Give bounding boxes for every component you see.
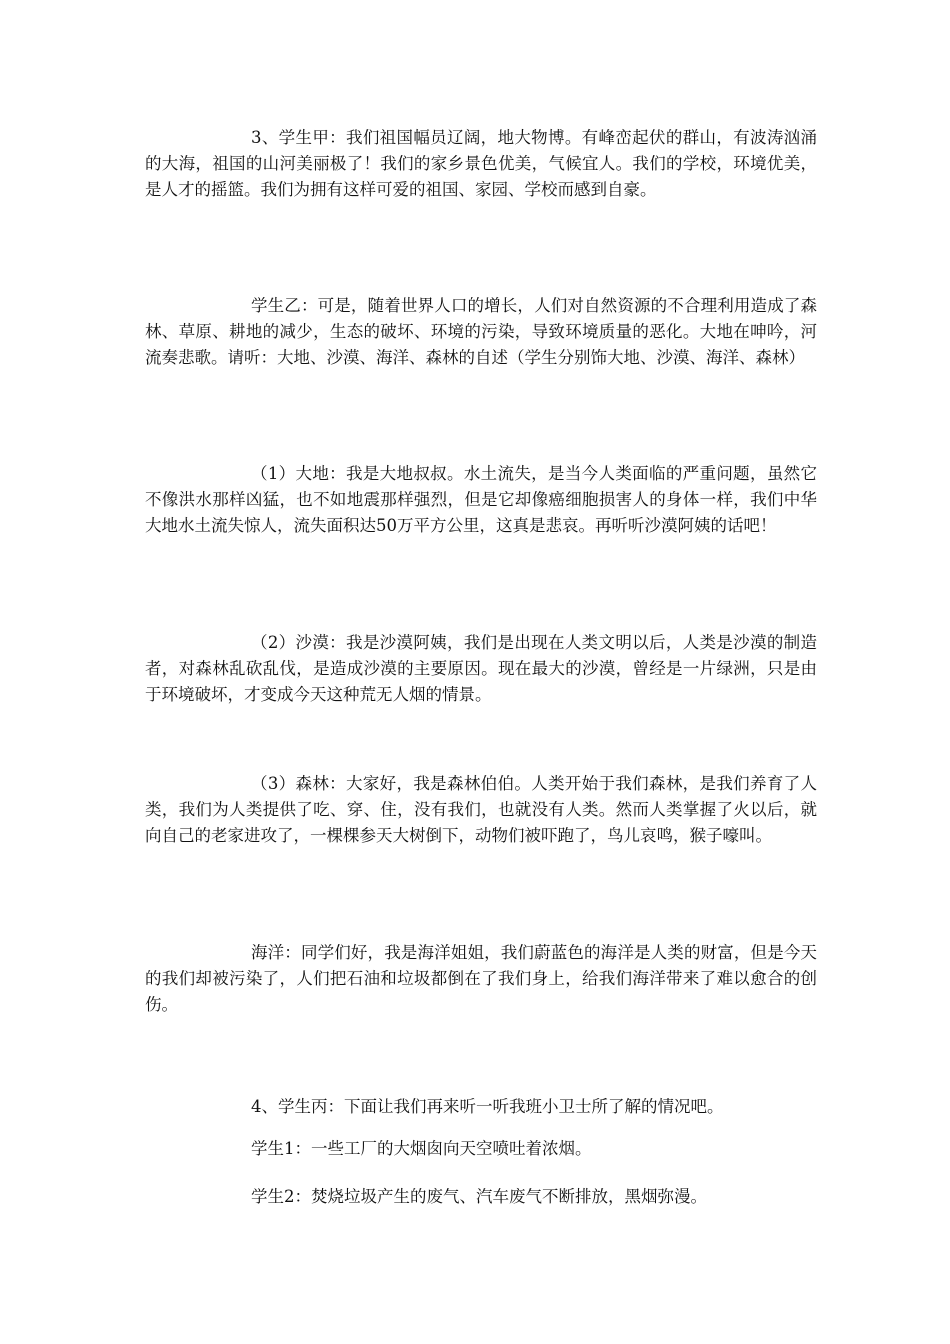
paragraph-forest: （3）森林：大家好，我是森林伯伯。人类开始于我们森林，是我们养育了人类，我们为人类提供了吃、穿、住，没有我们，也就没有人类。然而人类掌握了火以后，就向自己的老家进攻了，一棵棵参天大树倒下，动物们被吓跑了，鸟儿哀鸣，猴子嚎叫。 bbox=[145, 774, 817, 845]
paragraph-ocean: 海洋：同学们好，我是海洋姐姐，我们蔚蓝色的海洋是人类的财富，但是今天的我们却被污染了，人们把石油和垃圾都倒在了我们身上，给我们海洋带来了难以愈合的创伤。 bbox=[145, 943, 817, 1014]
paragraph-student-a: 3、学生甲：我们祖国幅员辽阔，地大物博。有峰峦起伏的群山，有波涛汹涌的大海，祖国的山河美丽极了！我们的家乡景色优美，气候宜人。我们的学校，环境优美，是人才的摇篮。我们为拥有这样可爱的祖国、家园、学校而感到自豪。 bbox=[145, 128, 817, 199]
paragraph-earth: （1）大地：我是大地叔叔。水土流失，是当今人类面临的严重问题，虽然它不像洪水那样凶猛，也不如地震那样强烈，但是它却像癌细胞损害人的身体一样，我们中华大地水土流失惊人，流失面积达50万平方公里，这真是悲哀。再听听沙漠阿姨的话吧！ bbox=[145, 464, 817, 535]
paragraph-student-2: 学生2：焚烧垃圾产生的废气、汽车废气不断排放，黑烟弥漫。 bbox=[251, 1187, 707, 1206]
paragraph-desert: （2）沙漠：我是沙漠阿姨，我们是出现在人类文明以后，人类是沙漠的制造者，对森林乱砍乱伐，是造成沙漠的主要原因。现在最大的沙漠，曾经是一片绿洲，只是由于环境破坏，才变成今天这种荒无人烟的情景。 bbox=[145, 633, 817, 704]
paragraph-student-c: 4、学生丙：下面让我们再来听一听我班小卫士所了解的情况吧。 bbox=[251, 1097, 724, 1116]
paragraph-student-b: 学生乙：可是，随着世界人口的增长，人们对自然资源的不合理利用造成了森林、草原、耕地的减少，生态的破坏、环境的污染，导致环境质量的恶化。大地在呻吟，河流奏悲歌。请听：大地、沙漠、海洋、森林的自述（学生分别饰大地、沙漠、海洋、森林） bbox=[145, 296, 817, 367]
paragraph-student-1: 学生1：一些工厂的大烟囱向天空喷吐着浓烟。 bbox=[251, 1139, 592, 1158]
